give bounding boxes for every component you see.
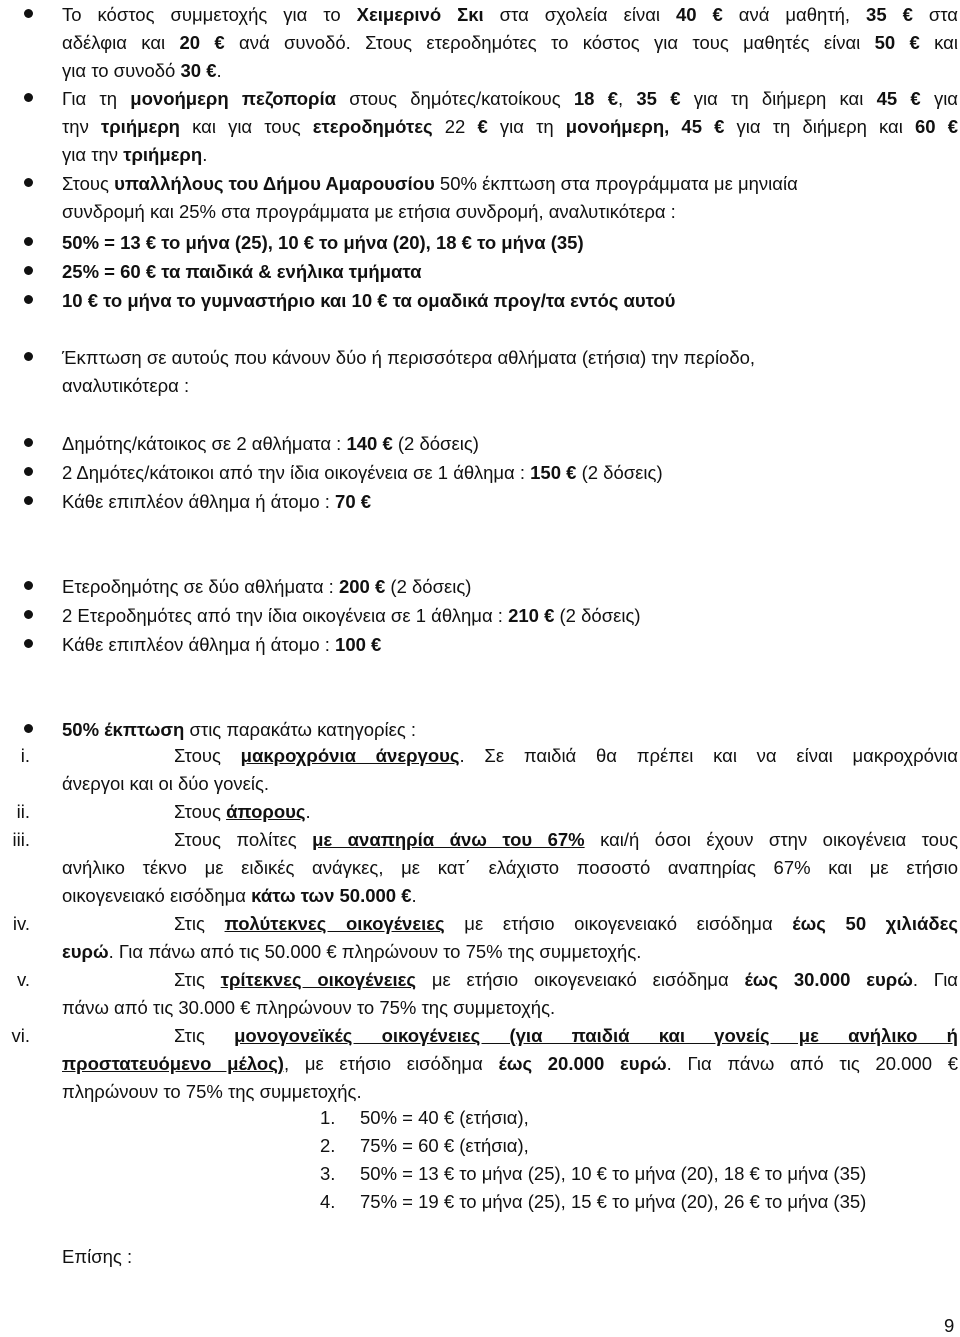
bullet [24, 610, 33, 619]
discount-iv-line-2: ευρώ. Για πάνω από τις 50.000 € πληρώνουν το 75% της συμμετοχής. [62, 941, 642, 962]
discount-ii: Στους άπορους. [174, 801, 311, 822]
resident-item: Κάθε επιπλέον άθλημα ή άτομο : 70 € [62, 491, 372, 512]
hiking-line-2: την τριήμερη και για τους ετεροδημότες 22 € για τη μονοήμερη, 45 € για τη διήμερη και 60 € [62, 116, 958, 137]
discount-iii-line-1: Στους πολίτες με αναπηρία άνω του 67% και/ή όσοι έχουν στην οικογένεια τους [174, 829, 958, 850]
employees-line-1: Στους υπαλλήλους του Δήμου Αμαρουσίου 50% έκπτωση στα προγράμματα με μηνιαία [62, 173, 798, 194]
hiking-line-1: Για τη μονοήμερη πεζοπορία στους δημότες/κατοίκους 18 €, 35 € για τη διήμερη και 45 € για [62, 88, 958, 109]
bullet [24, 496, 33, 505]
discount-vi-line-2: προστατευόμενο μέλος), με ετήσιο εισόδημα έως 20.000 ευρώ. Για πάνω από τις 20.000 € [62, 1053, 958, 1074]
numbered-item: 2. 75% = 60 € (ετήσια), [320, 1135, 529, 1156]
discount-vi-line-1: Στις μονογονεϊκές οικογένειες (για παιδιά και γονείς με ανήλικο ή [174, 1025, 958, 1046]
bullet [24, 467, 33, 476]
resident-item: 2 Δημότες/κάτοικοι από την ίδια οικογένεια σε 1 άθλημα : 150 € (2 δόσεις) [62, 462, 663, 483]
roman-numeral: ii. [16, 801, 30, 822]
nonresident-item: Ετεροδημότης σε δύο αθλήματα : 200 € (2 δόσεις) [62, 576, 472, 597]
bullet [24, 639, 33, 648]
roman-numeral: iv. [12, 913, 30, 934]
bullet [24, 266, 33, 275]
ski-line-1: Το κόστος συμμετοχής για το Χειμερινό Σκι στα σχολεία είναι 40 € ανά μαθητή, 35 € στα [62, 4, 958, 25]
roman-numeral: iii. [12, 829, 30, 850]
discount-iv-line-1: Στις πολύτεκνες οικογένειες με ετήσιο οικογενειακό εισόδημα έως 50 χιλιάδες [174, 913, 958, 934]
bullet [24, 352, 33, 361]
discount-i-line-1: Στους μακροχρόνια άνεργους. Σε παιδιά θα πρέπει και να είναι μακροχρόνια [174, 745, 958, 766]
bullet [24, 178, 33, 187]
discount-i-line-2: άνεργοι και οι δύο γονείς. [62, 773, 270, 794]
nonresident-item: Κάθε επιπλέον άθλημα ή άτομο : 100 € [62, 634, 382, 655]
multi-line-1: Έκπτωση σε αυτούς που κάνουν δύο ή περισσότερα αθλήματα (ετήσια) την περίοδο, [62, 347, 756, 368]
multi-line-2: αναλυτικότερα : [62, 375, 190, 396]
bullet [24, 581, 33, 590]
nonresident-item: 2 Ετεροδημότες από την ίδια οικογένεια σε 1 άθλημα : 210 € (2 δόσεις) [62, 605, 641, 626]
bullet [24, 724, 33, 733]
discount-iii-line-2: ανήλικο τέκνο με ειδικές ανάγκες, με κατ΄ ελάχιστο ποσοστό αναπηρίας 67% και με ετήσιο [62, 857, 958, 878]
page-number: 9 [944, 1315, 955, 1336]
discount-v-line-2: πάνω από τις 30.000 € πληρώνουν το 75% της συμμετοχής. [62, 997, 556, 1018]
bullet [24, 93, 33, 102]
roman-numeral: vi. [11, 1025, 30, 1046]
roman-numeral: i. [20, 745, 30, 766]
employees-item: 50% = 13 € το μήνα (25), 10 € το μήνα (20), 18 € το μήνα (35) [62, 232, 584, 253]
bullet [24, 237, 33, 246]
numbered-item: 4. 75% = 19 € το μήνα (25), 15 € το μήνα (20), 26 € το μήνα (35) [320, 1191, 867, 1212]
bullet [24, 438, 33, 447]
discount-vi-line-3: πληρώνουν το 75% της συμμετοχής. [62, 1081, 362, 1102]
numbered-item: 3. 50% = 13 € το μήνα (25), 10 € το μήνα (20), 18 € το μήνα (35) [320, 1163, 867, 1184]
hiking-line-3: για την τριήμερη. [62, 144, 208, 165]
resident-item: Δημότης/κάτοικος σε 2 αθλήματα : 140 € (2 δόσεις) [62, 433, 479, 454]
numbered-item: 1. 50% = 40 € (ετήσια), [320, 1107, 529, 1128]
bullet [24, 295, 33, 304]
discount-v-line-1: Στις τρίτεκνες οικογένειες με ετήσιο οικογενειακό εισόδημα έως 30.000 ευρώ. Για [174, 969, 958, 990]
ski-line-3: για το συνοδό 30 €. [62, 60, 222, 81]
also-label: Επίσης : [62, 1246, 133, 1267]
discount-iii-line-3: οικογενειακό εισόδημα κάτω των 50.000 €. [62, 885, 417, 906]
roman-numeral: v. [16, 969, 30, 990]
employees-item: 10 € το μήνα το γυμναστήριο και 10 € τα ομαδικά προγ/τα εντός αυτού [62, 290, 676, 311]
employees-item: 25% = 60 € τα παιδικά & ενήλικα τμήματα [62, 261, 422, 282]
discount-heading: 50% έκπτωση στις παρακάτω κατηγορίες : [62, 719, 417, 740]
employees-line-2: συνδρομή και 25% στα προγράμματα με ετήσια συνδρομή, αναλυτικότερα : [62, 201, 676, 222]
ski-line-2: αδέλφια και 20 € ανά συνοδό. Στους ετεροδημότες το κόστος για τους μαθητές είναι 50 € και [62, 32, 958, 53]
bullet [24, 9, 33, 18]
